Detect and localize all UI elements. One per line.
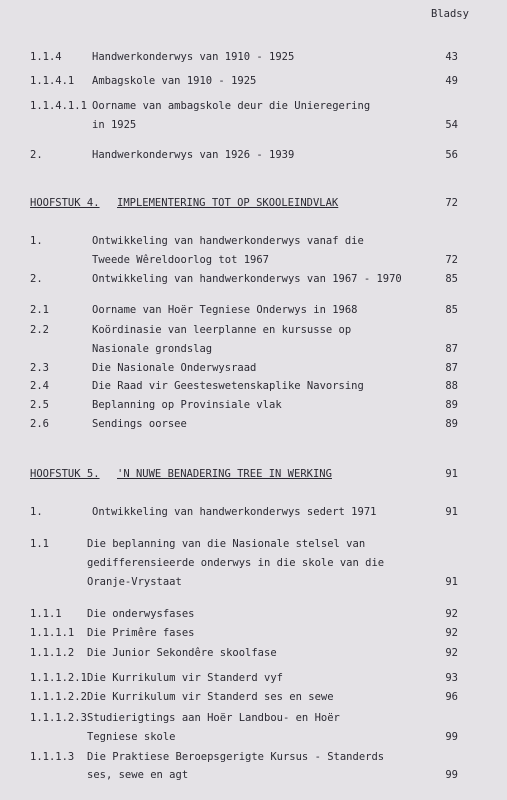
toc-title: Die Praktiese Beroepsgerigte Kursus - Standerds	[87, 751, 385, 763]
toc-title-continued: Tegniese skole	[87, 731, 176, 743]
toc-page: 87	[445, 362, 458, 374]
toc-number: 2.3	[30, 362, 49, 374]
chapter-label: HOOFSTUK 4.	[30, 197, 100, 209]
toc-title: Koördinasie van leerplanne en kursusse op	[92, 324, 352, 336]
toc-title-continued: Tweede Wêreldoorlog tot 1967	[92, 254, 270, 266]
toc-title: Studierigtings aan Hoër Landbou- en Hoër	[87, 712, 340, 724]
toc-page: 85	[445, 304, 458, 316]
toc-number: 1.1.1.1	[30, 627, 75, 639]
toc-number: 1.	[30, 506, 43, 518]
toc-title: Ontwikkeling van handwerkonderwys van 1967 - 1970	[92, 273, 402, 285]
toc-number: 1.1.4	[30, 51, 62, 63]
toc-page: 99	[445, 769, 458, 781]
toc-page: 85	[445, 273, 458, 285]
toc-page: 72	[445, 254, 458, 266]
toc-title: Die Kurrikulum vir Standerd vyf	[87, 672, 283, 684]
toc-number: 1.1.1	[30, 608, 62, 620]
toc-title: Handwerkonderwys van 1926 - 1939	[92, 149, 295, 161]
toc-title: Oorname van Hoër Tegniese Onderwys in 1968	[92, 304, 358, 316]
toc-number: 1.1.1.2	[30, 647, 75, 659]
toc-title: Ontwikkeling van handwerkonderwys sedert 1971	[92, 506, 377, 518]
toc-number: 2.	[30, 149, 43, 161]
toc-title: Die Raad vir Geesteswetenskaplike Navorsing	[92, 380, 364, 392]
toc-title-continued: in 1925	[92, 119, 137, 131]
toc-number: 2.5	[30, 399, 49, 411]
toc-page: 92	[445, 608, 458, 620]
toc-title-continued: gedifferensieerde onderwys in die skole van die	[87, 557, 385, 569]
toc-title: Die Nasionale Onderwysraad	[92, 362, 257, 374]
toc-page: 99	[445, 731, 458, 743]
chapter-label: HOOFSTUK 5.	[30, 468, 100, 480]
toc-page: 87	[445, 343, 458, 355]
toc-page: 89	[445, 399, 458, 411]
toc-page: 93	[445, 672, 458, 684]
toc-title: Beplanning op Provinsiale vlak	[92, 399, 282, 411]
toc-page: 72	[445, 197, 458, 209]
toc-number: 2.4	[30, 380, 49, 392]
toc-number: 1.1.4.1.1	[30, 100, 87, 112]
toc-title: Oorname van ambagskole deur die Unieregering	[92, 100, 371, 112]
toc-page: 92	[445, 627, 458, 639]
toc-title: Die beplanning van die Nasionale stelsel van	[87, 538, 366, 550]
toc-page: 54	[445, 119, 458, 131]
toc-number: 2.	[30, 273, 43, 285]
toc-page: 91	[445, 468, 458, 480]
toc-title-continued: Oranje-Vrystaat	[87, 576, 182, 588]
toc-page: 43	[445, 51, 458, 63]
toc-page: 88	[445, 380, 458, 392]
toc-number: 2.1	[30, 304, 49, 316]
toc-title: Ontwikkeling van handwerkonderwys vanaf die	[92, 235, 364, 247]
toc-title: Ambagskole van 1910 - 1925	[92, 75, 257, 87]
toc-number: 1.1.1.2.1	[30, 672, 87, 684]
toc-page: 96	[445, 691, 458, 703]
toc-number: 1.1	[30, 538, 49, 550]
toc-title: Die Primêre fases	[87, 627, 195, 639]
toc-page: 91	[445, 506, 458, 518]
toc-page: 89	[445, 418, 458, 430]
toc-title-continued: Nasionale grondslag	[92, 343, 213, 355]
toc-page: 91	[445, 576, 458, 588]
toc-number: 1.1.1.2.3	[30, 712, 87, 724]
toc-number: 2.2	[30, 324, 49, 336]
toc-title: Sendings oorsee	[92, 418, 187, 430]
toc-number: 1.1.1.3	[30, 751, 75, 763]
toc-number: 1.1.4.1	[30, 75, 75, 87]
chapter-title: IMPLEMENTERING TOT OP SKOOLEINDVLAK	[117, 197, 339, 209]
toc-page: 92	[445, 647, 458, 659]
toc-page: 49	[445, 75, 458, 87]
page-column-header: Bladsy	[431, 8, 469, 20]
toc-number: 1.1.1.2.2	[30, 691, 87, 703]
toc-title: Die Kurrikulum vir Standerd ses en sewe	[87, 691, 334, 703]
toc-title-continued: ses, sewe en agt	[87, 769, 189, 781]
chapter-title: 'N NUWE BENADERING TREE IN WERKING	[117, 468, 332, 480]
toc-number: 2.6	[30, 418, 49, 430]
toc-title: Die onderwysfases	[87, 608, 195, 620]
toc-title: Handwerkonderwys van 1910 - 1925	[92, 51, 295, 63]
toc-number: 1.	[30, 235, 43, 247]
toc-title: Die Junior Sekondêre skoolfase	[87, 647, 277, 659]
toc-page: 56	[445, 149, 458, 161]
